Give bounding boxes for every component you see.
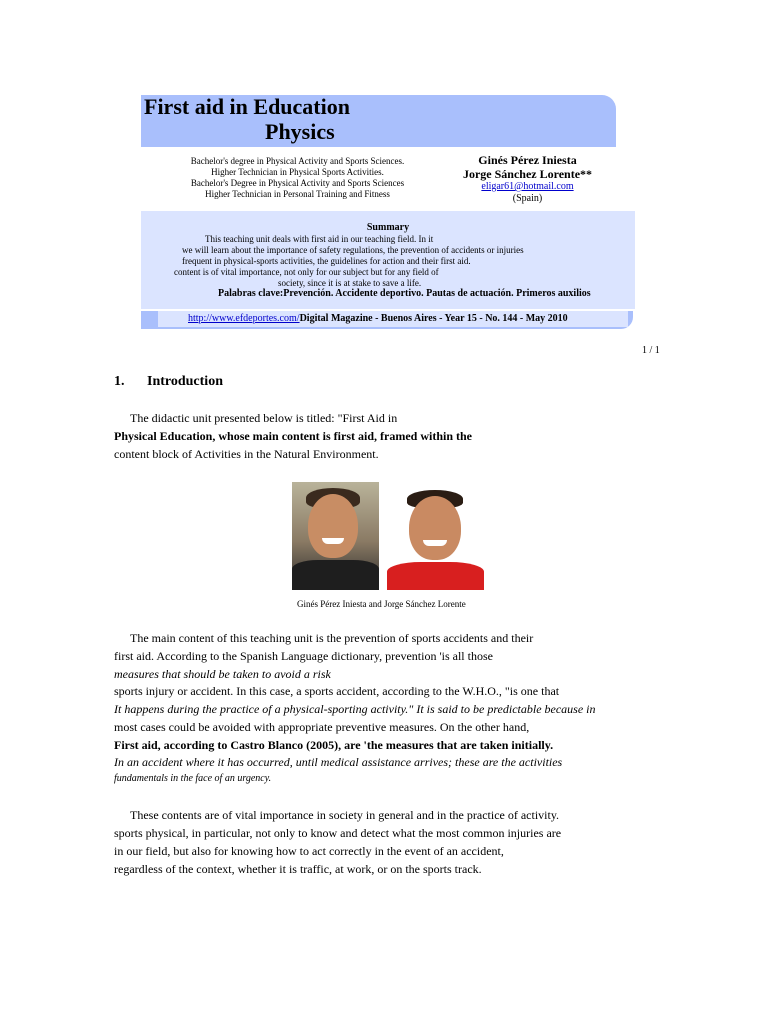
- paragraph-line: content block of Activities in the Natural Environment.: [114, 447, 379, 461]
- paragraph-line: measures that should be taken to avoid a risk: [114, 667, 331, 681]
- keywords: Palabras clave:Prevención. Accidente deportivo. Pautas de actuación. Primeros auxilios: [218, 288, 591, 299]
- photo-shirt: [387, 562, 484, 590]
- section-heading: [114, 374, 223, 390]
- photo-face: [308, 494, 358, 558]
- author-name: Ginés Pérez Iniesta: [478, 153, 577, 167]
- paragraph-line: The main content of this teaching unit is the prevention of sports accidents and their: [130, 631, 534, 645]
- paragraph-line: The didactic unit presented below is titled: "First Aid in: [130, 411, 398, 425]
- footer-text: [188, 313, 568, 324]
- paragraph-line: regardless of the context, whether it is traffic, at work, or on the sports track.: [114, 862, 482, 876]
- paragraph-line: fundamentals in the face of an urgency.: [114, 773, 272, 784]
- degree-line: Bachelor's degree in Physical Activity and Sports Sciences.: [190, 156, 405, 166]
- photo-smile: [423, 540, 447, 546]
- author-name: Jorge Sánchez Lorente**: [462, 167, 593, 181]
- degree-line: Higher Technician in Personal Training and Fitness: [205, 189, 390, 199]
- paragraph-line: These contents are of vital importance in society in general and in the practice of activity.: [130, 808, 560, 822]
- section-title: Introduction: [147, 374, 223, 389]
- website-link[interactable]: http://www.efdeportes.com/: [188, 313, 300, 324]
- document-title-line1: First aid in Education: [144, 94, 350, 119]
- section-number: 1.: [114, 374, 125, 389]
- page-number: 1 / 1: [642, 345, 660, 356]
- summary-line: frequent in physical-sports activities, the guidelines for action and their first aid.: [182, 256, 471, 266]
- photo-face: [409, 496, 461, 560]
- paragraph-line: In an accident where it has occurred, until medical assistance arrives; these are the activities: [114, 755, 563, 769]
- degree-line: Bachelor's Degree in Physical Activity and Sports Sciences: [190, 178, 405, 188]
- paragraph-line: Physical Education, whose main content is first aid, framed within the: [114, 429, 473, 443]
- summary-line: we will learn about the importance of safety regulations, the prevention of accidents or injuries: [182, 245, 524, 255]
- summary-line: content is of vital importance, not only for our subject but for any field of: [174, 267, 439, 277]
- authors-block: [440, 153, 615, 205]
- photo-caption: Ginés Pérez Iniesta and Jorge Sánchez Lorente: [297, 599, 466, 609]
- paragraph-line: first aid. According to the Spanish Language dictionary, prevention 'is all those: [114, 649, 493, 663]
- photo-shirt: [292, 560, 379, 590]
- paragraph-line: It happens during the practice of a physical-sporting activity." It is said to be predictable because in: [114, 702, 596, 716]
- summary-line: society, since it is at stake to save a life.: [278, 278, 422, 288]
- author-email-link[interactable]: eligar61@hotmail.com: [481, 181, 574, 192]
- paragraph-line: sports injury or accident. In this case, a sports accident, according to the W.H.O., "is one that: [114, 684, 560, 698]
- photo-smile: [322, 538, 344, 544]
- author-degrees: [150, 156, 445, 200]
- magazine-info: Digital Magazine - Buenos Aires - Year 15 - No. 144 - May 2010: [299, 313, 568, 324]
- summary-title: Summary: [366, 222, 410, 233]
- document-title-line2: Physics: [265, 119, 335, 144]
- author-photo: [387, 482, 484, 590]
- paragraph-line: First aid, according to Castro Blanco (2005), are 'the measures that are taken initially.: [114, 738, 554, 752]
- paragraph-line: sports physical, in particular, not only to know and detect what the most common injuries are: [114, 826, 562, 840]
- author-photo: [292, 482, 379, 590]
- paragraph-line: most cases could be avoided with appropriate preventive measures. On the other hand,: [114, 720, 530, 734]
- summary-line: This teaching unit deals with first aid in our teaching field. In it: [205, 234, 434, 244]
- paragraph-line: in our field, but also for knowing how to act correctly in the event of an accident,: [114, 844, 504, 858]
- degree-line: Higher Technician in Physical Sports Activities.: [211, 167, 384, 177]
- author-country: (Spain): [512, 193, 543, 204]
